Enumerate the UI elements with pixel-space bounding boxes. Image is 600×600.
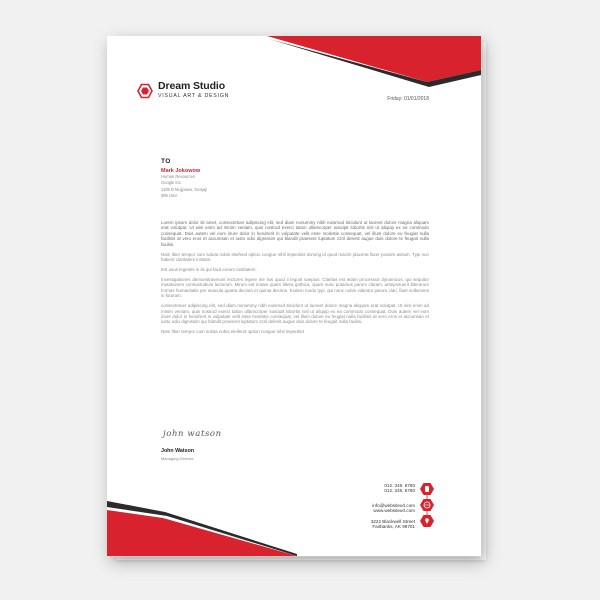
brand-tagline: VISUAL ART & DESIGN [158,93,230,99]
contact-icons-column [420,482,434,528]
website-url: www.websiteurl.com [373,508,415,514]
recipient-line: Human Resources [161,174,195,179]
recipient-line: Google Inc. [161,180,182,186]
to-heading: TO [161,158,171,165]
location-pin-icon [420,515,434,527]
signer-name: John Watson [161,448,195,454]
contact-web-block [372,503,415,514]
contact-phone-block [384,483,415,494]
recipient-block [161,158,207,199]
brand-text [158,81,229,100]
signer-title: Managing Director [161,456,194,461]
bottom-corner-decoration [107,501,297,556]
brand-logo [137,81,229,100]
globe-icon [420,499,434,511]
recipient-line: 089 USA [161,192,178,198]
letter-body [161,220,429,339]
phone-number: 012. 345. 6780 [384,488,415,494]
phone-number: 012. 345. 6780 [384,483,415,488]
letter-date: Friday: 01/01/2018 [387,96,429,102]
top-corner-decoration [267,36,481,98]
body-paragraph: consectetuer adipiscing elit, sed diam nonummy nibh euismod tincidunt ut laoreet dolore magna aliquam erat volutpat. Ut wisi enim ad minim veniam, quis nostrud exerci tation ullamcorper suscipit lobortis nisl ut aliquip ex ea commodo consequat. Duis autem vel eum iriure dolor in hendrerit in vulputate velit esse molestie consequat, vel illum dolore eu feugiat nulla facilisis at vero eros et accumsan et iusto odio dignissim qui blandit praesent luptatum zzril delenit augue duis dolore te feugait nulla facilisi. [161,303,429,325]
body-paragraph: Lorem ipsum dolor sit amet, consectetuer adipiscing elit, sed diam nonummy nibh euismod tincidunt ut laoreet dolore magna aliquam erat volutpat. Ut wisi enim ad minim veniam, quis nostrud exerci tation ullamcorper suscipit lobortis nisl ut aliquip ex ea commodo consequat. Duis autem vel eum iriure dolor in hendrerit in vulputate velit esse molestie consequat, vel illum dolore eu feugiat nulla facilisis at vero eros et accumsan et iusto odio dignissim qui blandit praesent luptatum zzril delenit augue duis dolore te feugait nulla facilisi. [161,220,429,247]
hexagon-logo-icon [137,83,153,99]
recipient-line: 1105 D Mujjoswo, Genjaji [161,186,208,192]
body-paragraph: Nam liber tempor cum soluta nobis eleifend option congue nihil imperdiet [161,329,305,335]
brand-name: Dream Studio [158,80,226,92]
handwritten-signature: john watson [163,429,222,439]
recipient-name: Mark Jokowow [161,168,201,174]
contact-address-block [371,519,415,530]
body-paragraph: Nam liber tempor cum soluta nobis eleifend option congue nihil imperdiet doming id quod mazim placerat facer possim assum. Typi non habent claritatem insitam. [161,251,429,263]
phone-icon [420,483,434,495]
body-paragraph: Est usus legentis in iis qui facit eorum claritatem. [161,267,257,273]
city-address: Fairbanks, AK 99701 [372,524,415,530]
letterhead-page [107,36,481,556]
email-address: info@websiteurl.com [372,503,415,508]
body-paragraph: Investigationes demonstraverunt lectores legere me lius quod ii legunt saepius. Claritas est etiam processus dynamicus, qui sequitur mutationem consuetudium lectorum. Mirum est notare quam littera gothica, quam nunc putamus parum claram, anteposuerit litterarum formas humanitatis per seacula quarta decima et quinta decima. Eodem modo typi, qui nunc nobis videntur parum clari, fiant sollemnes in futurum. [161,277,429,299]
street-address: 3222 Blackwell Street [370,519,415,524]
